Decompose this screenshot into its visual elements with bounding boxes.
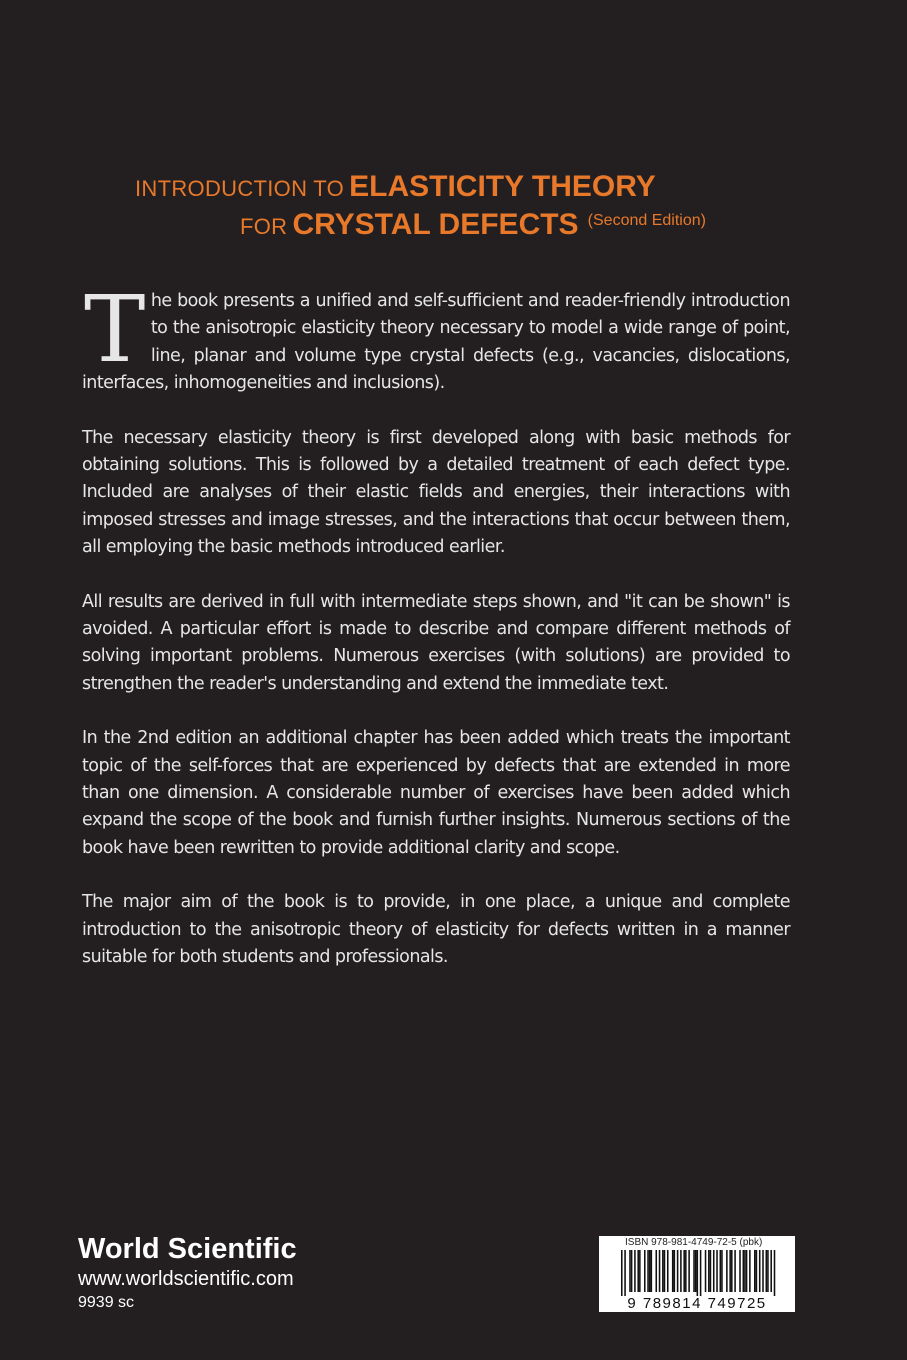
barcode-bar	[631, 1250, 633, 1292]
barcode-bar	[731, 1250, 733, 1292]
barcode-bar	[774, 1250, 776, 1296]
title-prefix: INTRODUCTION TO	[135, 176, 345, 201]
barcode-bar	[700, 1250, 702, 1296]
barcode-bar	[664, 1250, 666, 1292]
barcode-bar	[705, 1250, 707, 1292]
barcode-bar	[708, 1250, 710, 1292]
barcode-bar	[762, 1250, 764, 1292]
barcode-bar	[685, 1250, 687, 1292]
isbn-barcode	[599, 1236, 795, 1312]
barcode-bar	[766, 1250, 768, 1292]
paragraph-3: All results are derived in full with intermediate steps shown, and "it can be shown" is avoided. A particular effort is made to describe and compare different methods of solving important problems. Numerous exercises (with solutions) are provided to strengthen the reader's understanding and extend the immediate text.	[82, 591, 790, 694]
barcode-bar	[674, 1250, 676, 1292]
paragraph-2: The necessary elasticity theory is first developed along with basic methods for obtaining solutions. This is followed by a detailed treatment of each defect type. Included are analyses of their elastic fields and energies, their interactions with imposed stresses and image stresses, and the interactions that occur between them, all employing the basic methods introduced earlier.	[82, 427, 790, 557]
title-main: ELASTICITY THEORY	[349, 170, 656, 203]
barcode-bar	[743, 1250, 745, 1292]
barcode-bar	[749, 1250, 751, 1292]
barcode-bar	[629, 1250, 631, 1292]
barcode-bar	[693, 1250, 695, 1292]
barcode-bar	[716, 1250, 718, 1292]
barcode-bar	[677, 1250, 679, 1292]
publisher-name: World Scientific	[78, 1233, 297, 1265]
barcode-bar	[739, 1250, 741, 1292]
publisher-url: www.worldscientific.com	[78, 1268, 294, 1290]
barcode-bar	[697, 1250, 699, 1296]
barcode-bar	[662, 1250, 664, 1292]
barcode-bar	[744, 1250, 746, 1292]
barcode-bar	[680, 1250, 682, 1292]
barcode-bar	[721, 1250, 723, 1292]
barcode-bar	[713, 1250, 715, 1292]
barcode-bar	[644, 1250, 646, 1292]
barcode-bar	[634, 1250, 636, 1292]
barcode-bar	[655, 1250, 657, 1292]
barcode-bar	[734, 1250, 736, 1292]
barcode-bar	[651, 1250, 653, 1292]
barcode-bar	[647, 1250, 649, 1292]
product-code: 9939 sc	[78, 1294, 135, 1311]
barcode-bar	[639, 1250, 641, 1292]
barcode-bars	[621, 1250, 777, 1296]
barcode-bar	[729, 1250, 731, 1292]
barcode-bar	[726, 1250, 728, 1292]
title-connector: FOR	[240, 214, 288, 239]
barcode-digits: 9 789814 749725	[627, 1295, 767, 1312]
barcode-bar	[767, 1250, 769, 1292]
barcode-bar	[759, 1250, 761, 1292]
barcode-bar	[637, 1250, 639, 1292]
title-line-1	[135, 170, 656, 204]
blurb	[82, 276, 790, 999]
title-subject: CRYSTAL DEFECTS	[292, 208, 579, 241]
barcode-bar	[770, 1250, 772, 1292]
barcode-bar	[688, 1250, 690, 1292]
paragraph-1	[82, 276, 790, 397]
paragraph-1-text: he book presents a unified and self-sufficient and reader-friendly introduction to the anisotropic elasticity theory necessary to model a wide range of point, line, planar and volume type crystal defects (e.g., vacancies, dislocations, interfaces, inhomogeneities and inclusions).	[82, 291, 790, 393]
paragraph-5: The major aim of the book is to provide, in one place, a unique and complete introduction to the anisotropic theory of elasticity for defects written in a manner suitable for both students and professionals.	[82, 892, 790, 967]
barcode-bar	[672, 1250, 674, 1292]
barcode-bar	[710, 1250, 712, 1292]
publisher-block	[78, 1232, 297, 1314]
barcode-bar	[746, 1250, 748, 1292]
barcode-bar	[720, 1250, 722, 1292]
barcode-bar	[756, 1250, 758, 1292]
barcode-bar	[659, 1250, 661, 1292]
barcode-bar	[649, 1250, 651, 1292]
barcode-bar	[695, 1250, 697, 1292]
barcode-bar	[624, 1250, 626, 1296]
isbn-label: ISBN 978-981-4749-72-5 (pbk)	[625, 1237, 763, 1248]
barcode-bar	[754, 1250, 756, 1292]
title-line-2	[240, 208, 706, 242]
barcode-bar	[683, 1250, 685, 1292]
barcode-bar	[667, 1250, 669, 1292]
barcode-bar	[621, 1250, 623, 1296]
drop-cap: T	[84, 276, 145, 383]
paragraph-4: In the 2nd edition an additional chapter has been added which treats the important topic of the self-forces that are experienced by defects that are extended in more than one dimension. A considerable number of exercises have been added which expand the scope of the book and furnish further insights. Numerous sections of the book have been rewritten to provide additional clarity and scope.	[82, 728, 790, 858]
edition-label: (Second Edition)	[587, 212, 706, 229]
